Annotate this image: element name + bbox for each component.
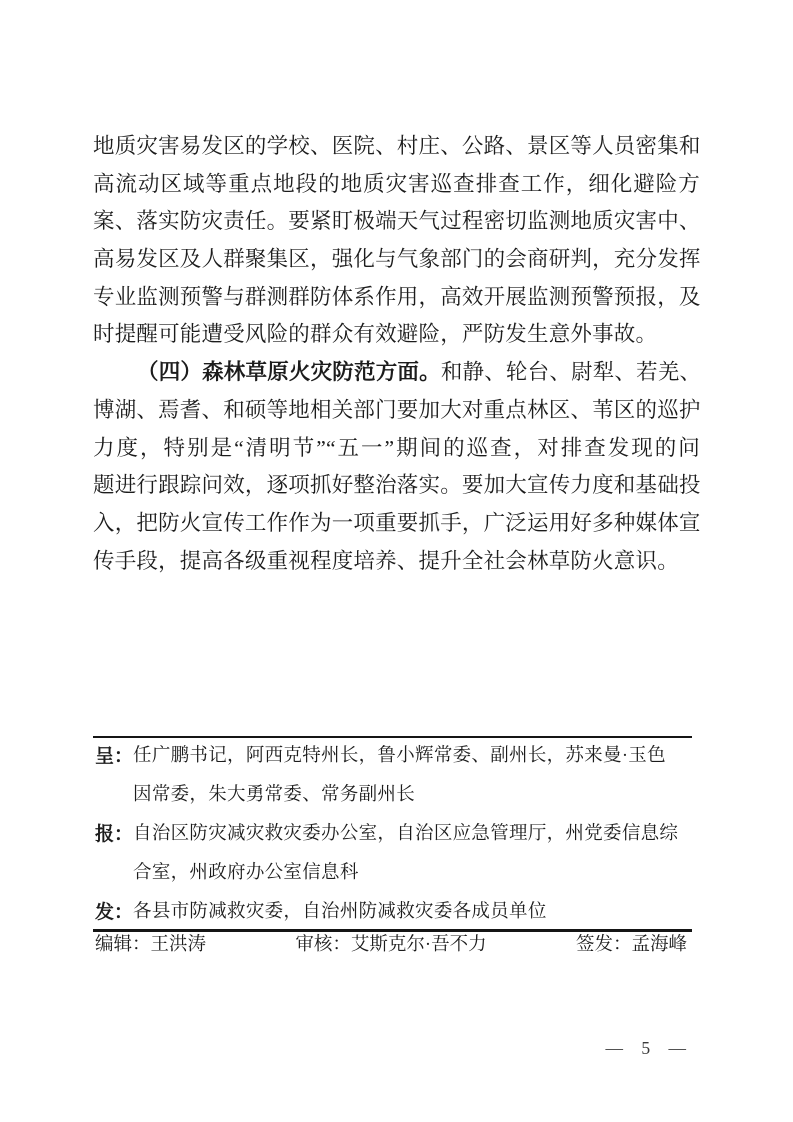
reviewer-label: 审核：: [295, 935, 351, 955]
editor-row: [95, 931, 687, 960]
body-line: 传手段，提高各级重视程度培养、提升全社会林草防火意识。: [93, 548, 679, 573]
body-line: 高流动区域等重点地段的地质灾害巡查排查工作，细化避险方: [93, 171, 700, 196]
distribution-content: [133, 815, 692, 893]
body-line: 时提醒可能遭受风险的群众有效避险，严防发生意外事故。: [93, 322, 658, 347]
distribution-line: 任广鹏书记，阿西克特州长，鲁小辉常委、副州长，苏来曼·玉色: [133, 746, 666, 766]
distribution-label: 报：: [95, 824, 134, 845]
body-line: 入，把防火宣传工作作为一项重要抓手，广泛运用好多种媒体宣: [93, 510, 701, 535]
distribution-label: 呈：: [95, 746, 134, 767]
editor-label: 编辑：: [95, 935, 151, 955]
body-line-paragraph-start: [93, 354, 700, 392]
distribution-line: 合室，州政府办公室信息科: [133, 863, 359, 883]
body-line: 高易发区及人群聚集区，强化与气象部门的会商研判，充分发挥: [93, 247, 701, 272]
signer-name: 孟海峰: [631, 935, 687, 955]
distribution-label: 发：: [95, 902, 134, 923]
body-text: [93, 128, 700, 580]
distribution-entry-submit: [95, 737, 692, 815]
distribution-list: [95, 737, 692, 932]
editor-name: 王洪涛: [150, 935, 207, 955]
body-line: 题进行跟踪问效，逐项抓好整治落实。要加大宣传力度和基础投: [93, 473, 701, 498]
distribution-entry-report: [95, 815, 692, 893]
distribution-line: 各县市防减救灾委，自治州防减救灾委各成员单位: [133, 902, 547, 922]
signer-item: [576, 931, 687, 960]
paragraph-lead-text: 和静、轮台、尉犁、若羌、: [440, 360, 702, 385]
body-line: 地质灾害易发区的学校、医院、村庄、公路、景区等人员密集和: [93, 134, 701, 158]
distribution-line: 因常委，朱大勇常委、常务副州长: [133, 785, 416, 805]
reviewer-name: 艾斯克尔·吾不力: [350, 935, 487, 955]
distribution-content: [133, 893, 692, 932]
distribution-line: 自治区防灾减灾救灾委办公室，自治区应急管理厅，州党委信息综: [133, 824, 679, 844]
body-line: 专业监测预警与群测群防体系作用，高效开展监测预警预报，及: [93, 284, 701, 309]
editor-item: [95, 931, 206, 960]
reviewer-item: [295, 931, 486, 960]
page-number: — 5 —: [605, 1038, 693, 1058]
body-line: 案、落实防灾责任。要紧盯极端天气过程密切监测地质灾害中、: [93, 209, 701, 234]
body-line: 力度，特别是“清明节”“五一”期间的巡查，对排查发现的问: [93, 435, 700, 460]
body-line: 博湖、焉耆、和硕等地相关部门要加大对重点林区、苇区的巡护: [93, 397, 701, 422]
distribution-entry-send: [95, 893, 692, 932]
distribution-content: [133, 737, 692, 815]
signer-label: 签发：: [575, 935, 632, 955]
paragraph-heading: （四）森林草原火灾防范方面。: [137, 360, 441, 385]
